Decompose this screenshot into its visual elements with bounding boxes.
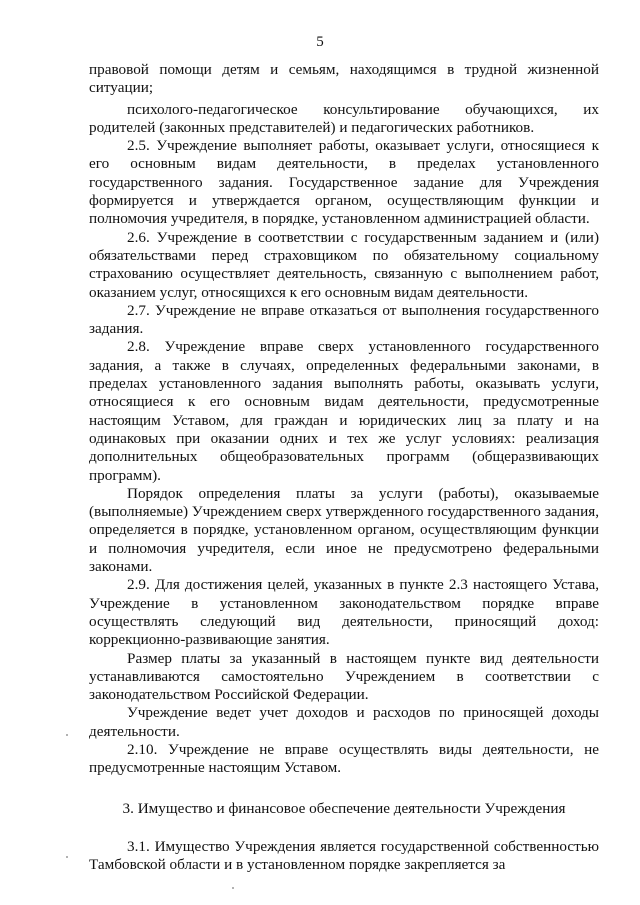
- paragraph-2: психолого-педагогическое консультирование обучающихся, их родителей (законных представителей) и педагогических работников.: [89, 100, 599, 136]
- scan-mark-bottom: [232, 887, 234, 889]
- paragraph-5: 2.7. Учреждение не вправе отказаться от выполнения государственного задания.: [89, 301, 599, 338]
- paragraph-1: правовой помощи детям и семьям, находящимся в трудной жизненной ситуации;: [89, 61, 599, 97]
- paragraph-9: Размер платы за указанный в настоящем пункте вид деятельности устанавливаются самостоятельно Учреждением в соответствии с законодательством Российской Федерации.: [89, 649, 599, 704]
- paragraph-11: 2.10. Учреждение не вправе осуществлять виды деятельности, не предусмотренные настоящим Уставом.: [89, 740, 599, 777]
- paragraph-3: 2.5. Учреждение выполняет работы, оказывает услуги, относящиеся к его основным видам деятельности, в пределах установленного государственного задания. Государственное задание для Учреждения формируется и утверждается органом, осуществляющим функции и полномочия учредителя, в порядке, установленном администрацией области.: [89, 137, 599, 228]
- body-text: [89, 61, 599, 874]
- paragraph-8: 2.9. Для достижения целей, указанных в пункте 2.3 настоящего Устава, Учреждение в установленном законодательством порядке вправе осуществлять следующий вид деятельности, приносящий доход: коррекционно-развивающие занятия.: [89, 576, 599, 649]
- scan-mark-left-1: [66, 734, 68, 736]
- scan-mark-left-2: [66, 856, 68, 858]
- paragraph-10: Учреждение ведет учет доходов и расходов по приносящей доходы деятельности.: [89, 704, 599, 740]
- page-number: 5: [316, 34, 324, 50]
- paragraph-7: Порядок определения платы за услуги (работы), оказываемые (выполняемые) Учреждением сверх утвержденного государственного задания, определяется в порядке, установленном органом, осуществляющим функции и полномочия учредителя, если иное не предусмотрено федеральными законами.: [89, 484, 599, 576]
- section-heading: 3. Имущество и финансовое обеспечение деятельности Учреждения: [122, 799, 566, 817]
- paragraph-12: 3.1. Имущество Учреждения является государственной собственностью Тамбовской области и в установленном порядке закрепляется за: [89, 837, 599, 874]
- paragraph-6: 2.8. Учреждение вправе сверх установленного государственного задания, а также в случаях, определенных федеральными законами, в пределах установленного задания выполнять работы, оказывать услуги, относящиеся к его основным видам деятельности, предусмотренные настоящим Уставом, для граждан и юридических лиц за плату и на одинаковых при оказании одних и тех же услуг условиях: реализация дополнительных общеобразовательных программ (общеразвивающих программ).: [89, 338, 599, 484]
- paragraph-4: 2.6. Учреждение в соответствии с государственным заданием и (или) обязательствами перед страховщиком по обязательному социальному страхованию осуществляет деятельность, связанную с выполнением работ, оказанием услуг, относящихся к его основным видам деятельности.: [89, 228, 599, 301]
